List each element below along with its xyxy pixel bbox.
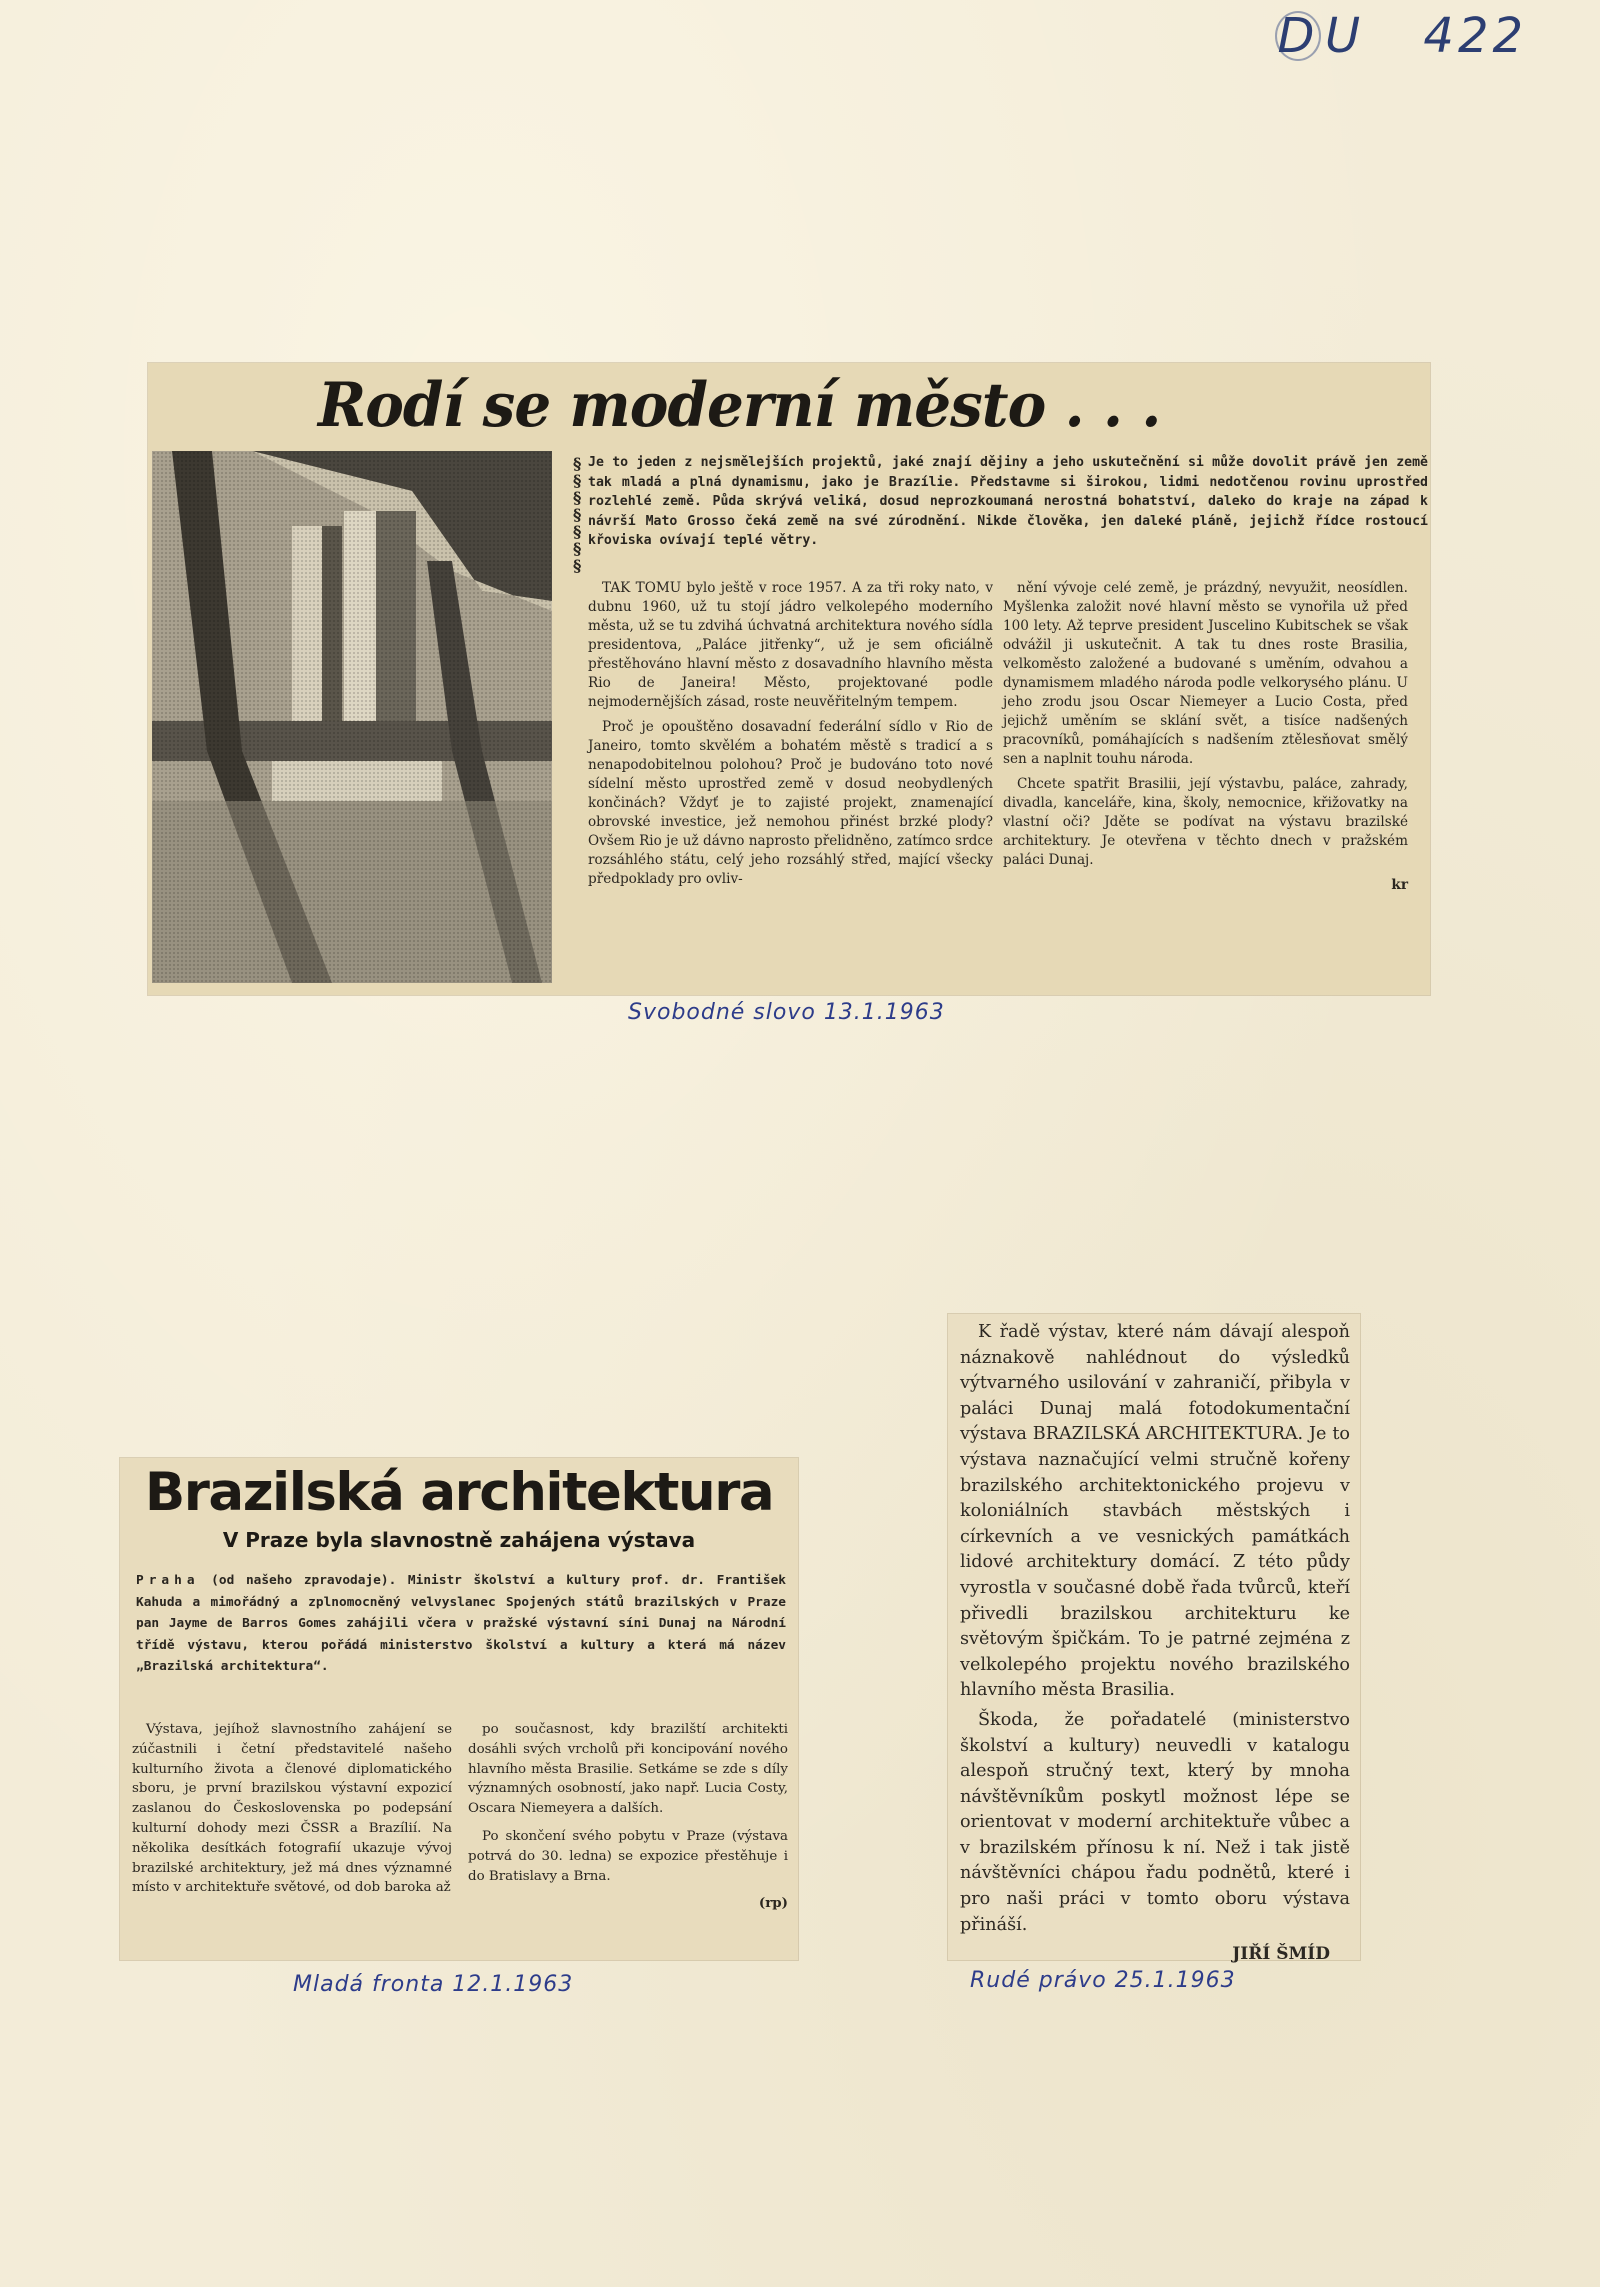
author-signature: kr [1391,877,1408,893]
author-signature: JIŘÍ ŠMÍD [1232,1944,1330,1965]
source-note-svobodne-slovo: Svobodné slovo 13.1.1963 [628,1000,945,1025]
paragraph: Po skončení svého pobytu v Praze (výstava potrvá do 30. ledna) se expozice přestěhuje i do Bratislavy a Brna. [468,1828,788,1884]
clipping-brazilska-architektura [120,1458,798,1960]
source-note-rude-pravo: Rudé právo 25.1.1963 [970,1968,1236,1993]
article-column [960,1320,1350,1968]
lead-paragraph: Je to jeden z nejsmělejších projektů, jaké znají dějiny a jeho uskutečnění si může dovolit právě jen země tak mladá a plná dynamismu, jako je Brazílie. Představme si širokou, lidmi nedotčenou rovinu uprostřed rozlehlé země. Půda skrývá veliká, dosud neprozkoumaná nerostná bohatství, daleko do kraje na západ k návrší Mato Grosso čeká země na své zúrodnění. Nikde člověka, jen daleké pláně, jejichž řídce rostoucí křoviska ovívají teplé větry. [588,455,1428,548]
lead-text: (od našeho zpravodaje). Ministr školství a kultury prof. dr. František Kahuda a mimořádný a zplnomocněný velvyslanec Spojených států brazilských v Praze pan Jayme de Barros Gomes zahájili včera v pražské výstavní síni Dunaj na Národní třídě výstavu, kterou pořádá ministerstvo školství a kultury a která má název „Brazilská architektura“. [136,1573,786,1674]
article-column-2 [1003,579,1408,895]
paragraph: Výstava, jejíhož slavnostního zahájení se zúčastnili i četní představitelé našeho kulturního života a členové diplomatického sboru, je první brazilskou výstavní expozicí zaslanou do Československa po podepsání kulturní dohody mezi ČSSR a Brazílií. Na několika desítkách fotografií ukazuje vývoj brazilské architektury, jež má dnes významné místo v architektuře světové, od dob baroka až [132,1722,452,1896]
archive-reference-mark [1275,8,1527,64]
article-column-1 [132,1720,452,1906]
circled-letter: D [1275,11,1321,61]
clipping-rude-pravo-review [948,1314,1360,1965]
archive-letter: U [1325,8,1365,64]
lead-paragraph [136,1570,786,1678]
clipping-rodi-se-moderni-mesto [148,363,1430,995]
paragraph: K řadě výstav, které nám dávají alespoň náznakově nahlédnout do výsledků výtvarného usilování v zahraničí, přibyla v paláci Dunaj malá fotodokumentační výstava BRAZILSKÁ ARCHITEKTURA. Je to výstava naznačující velmi stručně kořeny brazilského architektonického projevu v koloniálních stavbách městských i církevních a ve vesnických památkách lidové architektury domácí. Z této půdy vyrostla v současné době řada tvůrců, kteří přivedli brazilskou architekturu ke světovým špičkám. To je patrné zejména z velkolepého projektu nového brazilského hlavního města Brasilia. [960,1322,1350,1701]
brasilia-photo [152,451,552,983]
archive-number: 422 [1423,8,1528,64]
headline: Rodí se moderní město . . . [318,369,1161,441]
article-column-1 [588,579,993,895]
paragraph: TAK TOMU bylo ještě v roce 1957. A za tři roky nato, v dubnu 1960, už tu stojí jádro velkolepého moderního města, už se tu zdvihá úchvatná architektura nového sídla presidentova, „Paláce jitřenky“, už je sem oficiálně přestěhováno hlavní město z dosavadního hlavního města Rio de Janeira! Město, projektované podle nejmodernějších zásad, roste neuvěřitelným tempem. [588,580,993,710]
paragraph: Škoda, že pořadatelé (ministerstvo školství a kultury) neuvedli v katalogu alespoň stručný text, který by mnoha návštěvníkům poskytl možnost lépe se orientovat v moderní architektuře vůbec a v brazilském přínosu k ní. Než i tak jistě návštěvníci chápou řadu podnětů, které i pro naši práci v tomto oboru výstava přináší. [960,1709,1350,1935]
source-note-mlada-fronta: Mladá fronta 12.1.1963 [293,1972,574,1997]
paragraph: po současnost, kdy brazilští architekti dosáhli svých vrcholů při koncipování nového hlavního města Brasilie. Setkáme se zde s díly významných osobností, jako např. Lucia Costy, Oscara Niemeyera a dalších. [468,1722,788,1817]
article-column-2 [468,1720,788,1914]
paragraph: Proč je opouštěno dosavadní federální sídlo v Rio de Janeiro, tomto skvělém a bohatém městě s tradicí a s nenapodobitelnou polohou? Proč je budováno toto nové sídelní město uprostřed země v dosud neobydlených končinách? Vždyť je to zajisté projekt, znamenající obrovské investice, jež nemohou přinést brzké plody? Ovšem Rio je už dávno naprosto přelidněno, zatímco srdce rozsáhlého státu, celý jeho rozsáhlý střed, mající všecky předpoklady pro ovliv- [588,719,993,887]
dateline-place: Praha [136,1573,200,1588]
paragraph: Chcete spatřit Brasilii, její výstavbu, paláce, zahrady, divadla, kanceláře, kina, školy, nemocnice, křižovatky na vlastní oči? Jděte se podívat na výstavu brazilské architektury. Je otevřena v těchto dnech v pražském paláci Dunaj. [1003,776,1408,868]
subheadline: V Praze byla slavnostně zahájena výstava [222,1528,696,1552]
author-signature: (rp) [758,1895,788,1912]
wavy-rule-decoration: § § § § § § § [573,454,582,575]
paragraph: nění vývoje celé země, je prázdný, nevyužit, neosídlen. Myšlenka založit nové hlavní město se vynořila už před 100 lety. Až teprve president Juscelino Kubitschek se však odvážil ji uskutečnit. A tak tu dnes roste Brasilia, velkoměsto založené a budované s uměním, odvahou a dynamismem mladého národa podle velkorysého plánu. U jeho zrodu jsou Oscar Niemeyer a Lucio Costa, před jejichž uměním se sklání svět, a tisíce nadšených pracovníků, pomáhajících s nadšením ztělesňovat smělý sen a naplnit touhu národa. [1003,580,1408,767]
headline: Brazilská architektura [144,1462,774,1523]
